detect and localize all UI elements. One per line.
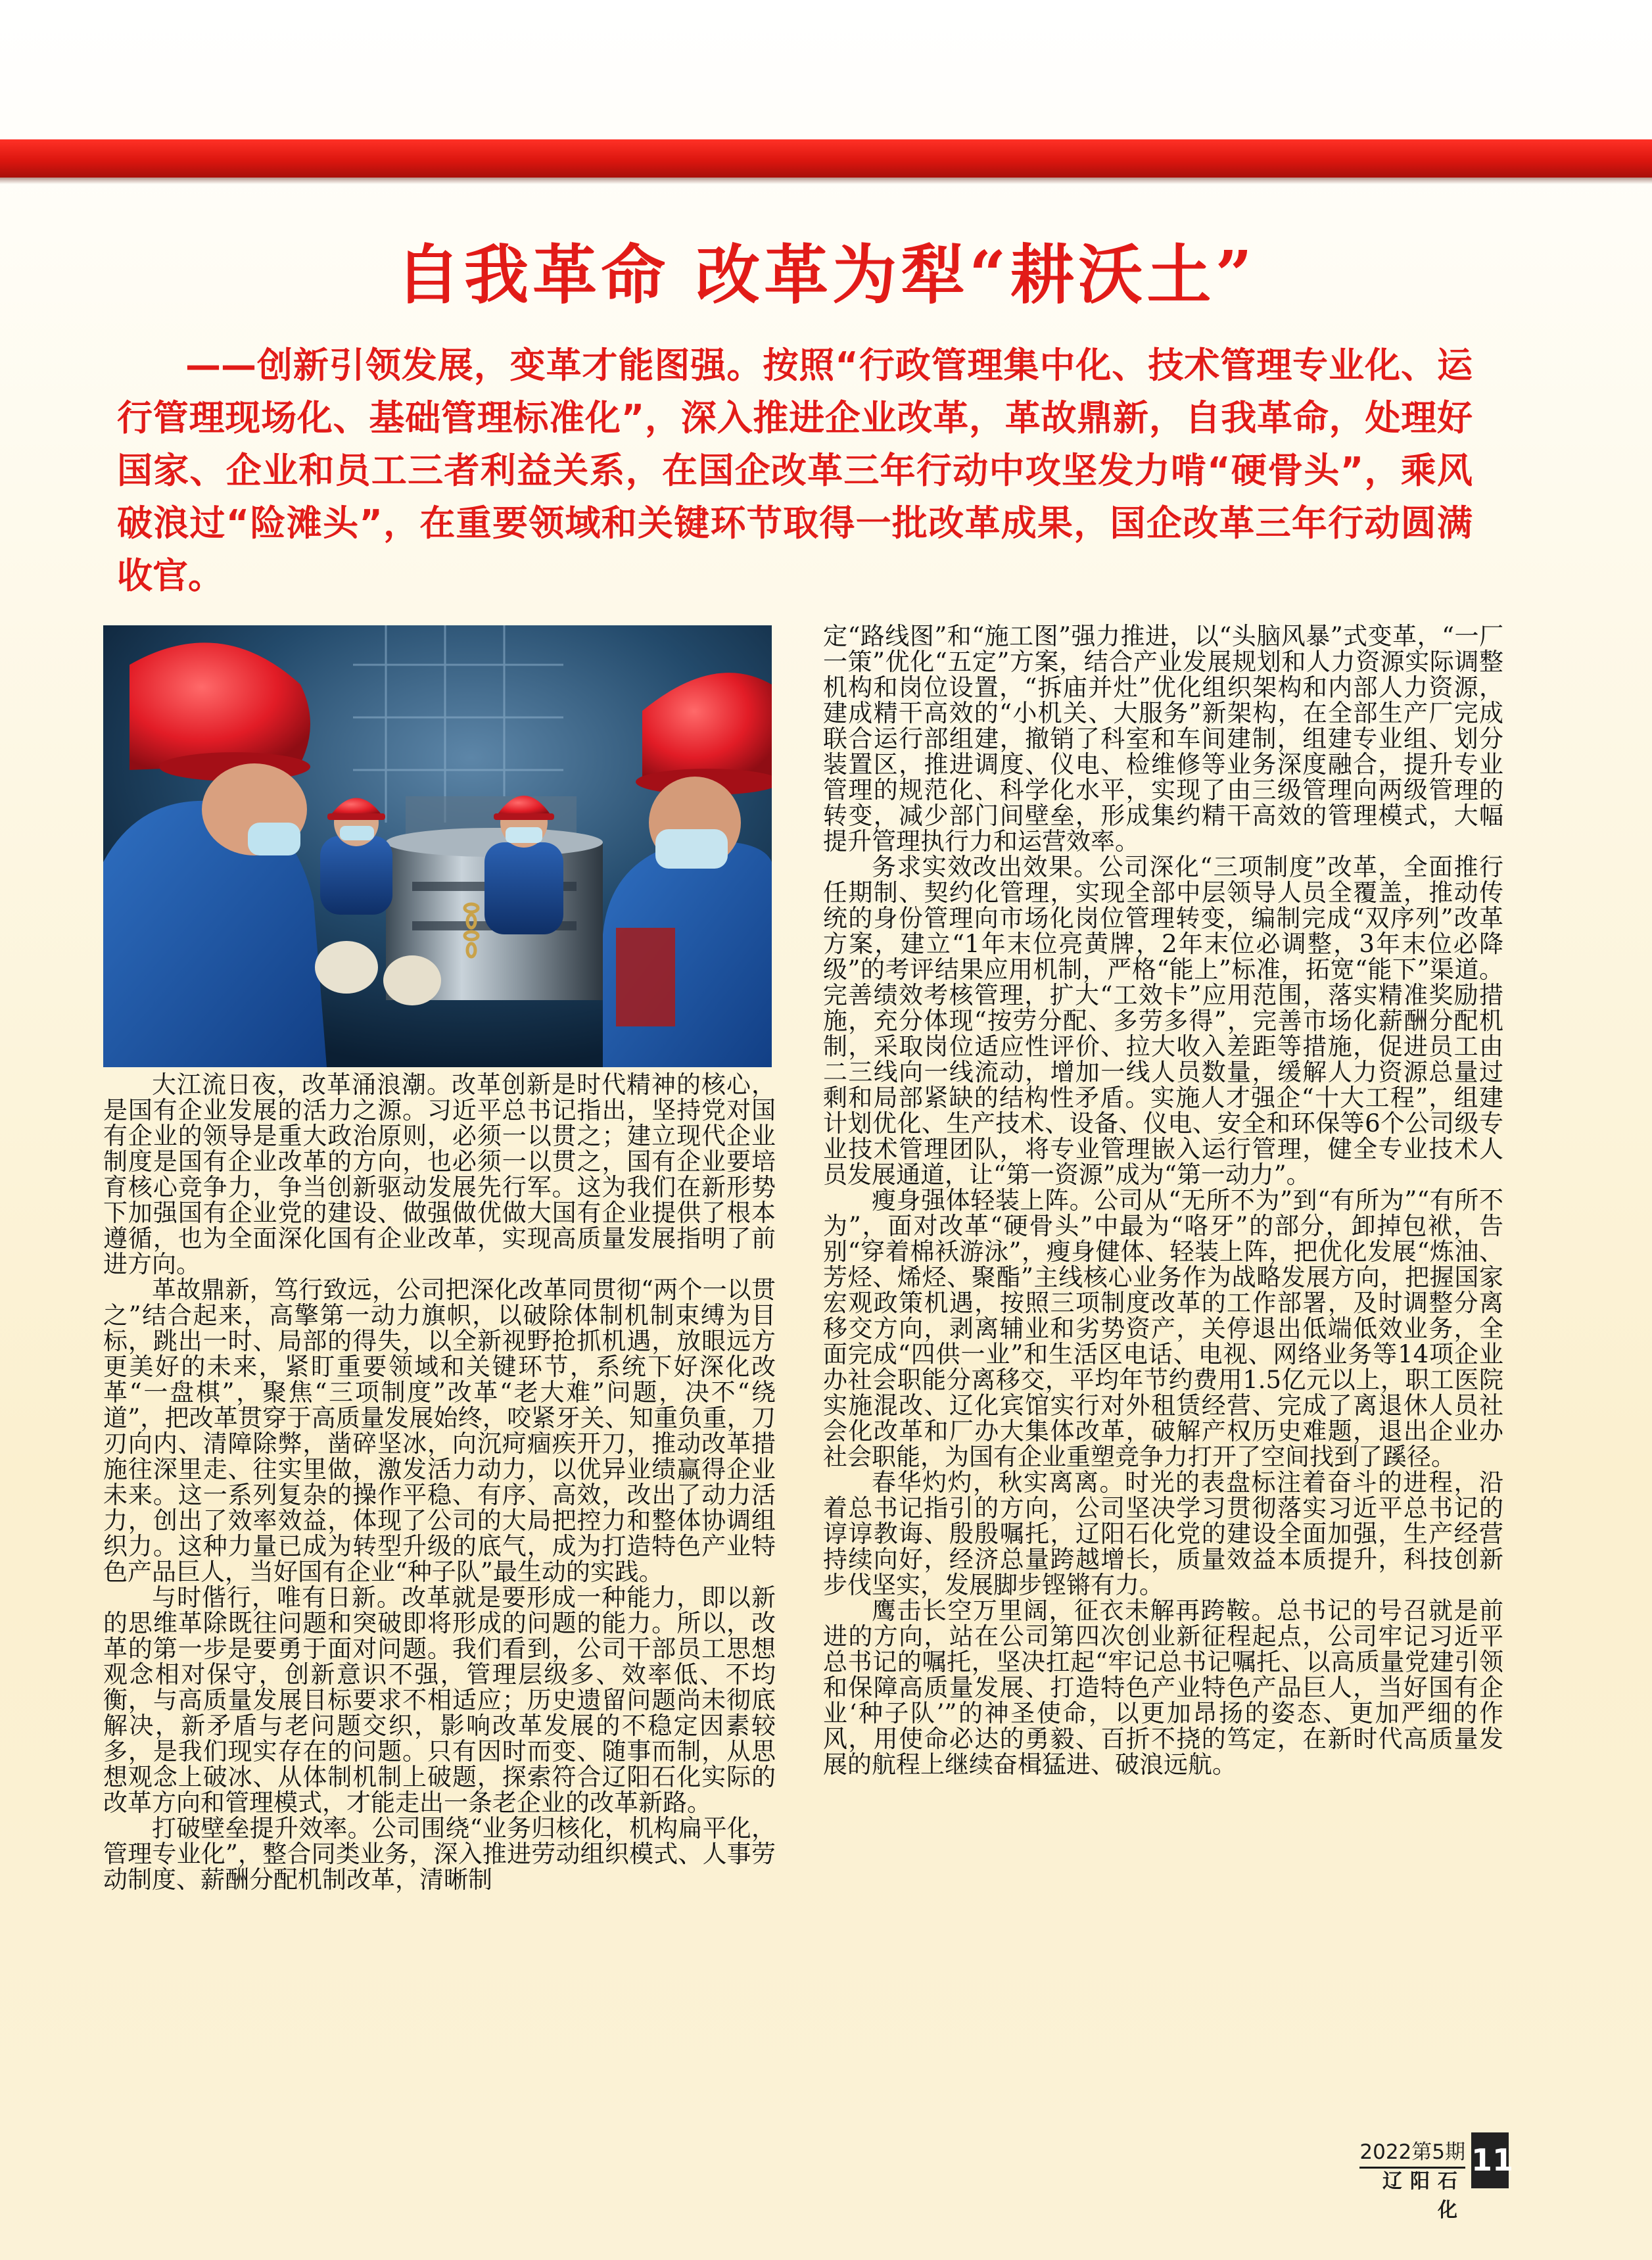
body-paragraph: 革故鼎新，笃行致远，公司把深化改革同贯彻“两个一以贯之”结合起来，高擎第一动力旗帜，以破除体制机制束缚为目标，跳出一时、局部的得失，以全新视野抢抓机遇，放眼远方更美好的未来，紧盯重要领域和关键环节，系统下好深化改革“一盘棋”，聚焦“三项制度”改革“老大难”问题，决不“绕道”，把改革贯穿于高质量发展始终，咬紧牙关、知重负重，刀刃向内、清障除弊，凿碎坚冰，向沉疴痼疾开刀，推动改革措施往深里走、往实里做，激发活力动力，以优异业绩赢得企业未来。这一系列复杂的操作平稳、有序、高效，改出了动力活力，创出了效率效益，体现了公司的大局把控力和整体协调组织力。这种力量已成为转型升级的底气，成为打造特色产业特色产品巨人，当好国有企业“种子队”最生动的实践。 [103, 1276, 776, 1586]
body-paragraph: 务求实效改出效果。公司深化“三项制度”改革，全面推行任期制、契约化管理，实现全部中层领导人员全覆盖，推动传统的身份管理向市场化岗位管理转变，编制完成“双序列”改革方案，建立“1年末位亮黄牌，2年末位必调整，3年末位必降级”的考评结果应用机制，严格“能上”标准，拓宽“能下”渠道。完善绩效考核管理，扩大“工效卡”应用范围，落实精准奖励措施，充分体现“按劳分配、多劳多得”，完善市场化薪酬分配机制，采取岗位适应性评价、拉大收入差距等措施，促进员工由二三线向一线流动，增加一线人员数量，缓解人力资源总量过剩和局部紧缺的结构性矛盾。实施人才强企“十大工程”，组建计划优化、生产技术、设备、仪电、安全和环保等6个公司级专业技术管理团队，将专业管理嵌入运行管理，健全专业技术人员发展通道，让“第一资源”成为“第一动力”。 [823, 853, 1503, 1189]
body-paragraph: 鹰击长空万里阔，征衣未解再跨鞍。总书记的号召就是前进的方向，站在公司第四次创业新征程起点，公司牢记习近平总书记的嘱托，坚决扛起“牢记总书记嘱托、以高质量党建引领和保障高质量发展、打造特色产业特色产品巨人，当好国有企业‘种子队’”的神圣使命，以更加昂扬的姿态、更加严细的作风，用使命必达的勇毅、百折不挠的笃定，在新时代高质量发展的航程上继续奋楫猛进、破浪远航。 [823, 1597, 1503, 1779]
article-lead: ——创新引领发展，变革才能图强。按照“行政管理集中化、技术管理专业化、运行管理现场化、基础管理标准化”，深入推进企业改革，革故鼎新，自我革命，处理好国家、企业和员工三者利益关系，在国企改革三年行动中攻坚发力啃“硬骨头”，乘风破浪过“险滩头”，在重要领域和关键环节取得一批改革成果，国企改革三年行动圆满收官。 [117, 345, 1473, 596]
article-right-column [823, 623, 1503, 1777]
article-left-column [103, 1072, 776, 1892]
article-photo [103, 625, 772, 1067]
header-band-shadow [0, 178, 1652, 184]
body-paragraph: 春华灼灼，秋实离离。时光的表盘标注着奋斗的进程，沿着总书记指引的方向，公司坚决学习贯彻落实习近平总书记的谆谆教诲、殷殷嘱托，辽阳石化党的建设全面加强，生产经营持续向好，经济总量跨越增长，质量效益本质提升，科技创新步伐坚实，发展脚步铿锵有力。 [823, 1468, 1503, 1599]
workers-photo-illustration [103, 625, 772, 1067]
body-paragraph: 打破壁垒提升效率。公司围绕“业务归核化，机构扁平化，管理专业化”，整合同类业务，深入推进劳动组织模式、人事劳动制度、薪酬分配机制改革，清晰制 [103, 1814, 776, 1894]
body-paragraph: 与时偕行，唯有日新。改革就是要形成一种能力，即以新的思维革除既往问题和突破即将形成的问题的能力。所以，改革的第一步是要勇于面对问题。我们看到，公司干部员工思想观念相对保守，创新意识不强，管理层级多、效率低、不均衡，与高质量发展目标要求不相适应；历史遗留问题尚未彻底解决，新矛盾与老问题交织，影响改革发展的不稳定因素较多，是我们现实存在的问题。只有因时而变、随事而制，从思想观念上破冰、从体制机制上破题，探索符合辽阳石化实际的改革方向和管理模式，才能走出一条老企业的改革新路。 [103, 1583, 776, 1817]
page-number: 11 [1471, 2132, 1509, 2188]
header-red-band [0, 139, 1652, 178]
body-paragraph: 大江流日夜，改革涌浪潮。改革创新是时代精神的核心，是国有企业发展的活力之源。习近平总书记指出，坚持党对国有企业的领导是重大政治原则，必须一以贯之；建立现代企业制度是国有企业改革的方向，也必须一以贯之，国有企业要培育核心竞争力，争当创新驱动发展先行军。这为我们在新形势下加强国有企业党的建设、做强做优做大国有企业提供了根本遵循，也为全面深化国有企业改革，实现高质量发展指明了前进方向。 [103, 1070, 776, 1278]
issue-label: 2022第5期 [1359, 2135, 1465, 2169]
body-paragraph-continued: 定“路线图”和“施工图”强力推进，以“头脑风暴”式变革，“一厂一策”优化“五定”方案，结合产业发展规划和人力资源实际调整机构和岗位设置，“拆庙并灶”优化组织架构和内部人力资源，建成精干高效的“小机关、大服务”新架构，在全部生产厂完成联合运行部组建，撤销了科室和车间建制，组建专业组、划分装置区，推进调度、仪电、检维修等业务深度融合，提升专业管理的规范化、科学化水平，实现了由三级管理向两级管理的转变，减少部门间壁垒，形成集约精干高效的管理模式，大幅提升管理执行力和运营效率。 [823, 622, 1503, 855]
article-title: 自我革命 改革为犁“耕沃土” [396, 237, 1256, 313]
magazine-name: 辽阳石化 [1382, 2170, 1465, 2222]
body-paragraph: 瘦身强体轻装上阵。公司从“无所不为”到“有所为”“有所不为”，面对改革“硬骨头”中最为“咯牙”的部分，卸掉包袱，告别“穿着棉袄游泳”，瘦身健体、轻装上阵，把优化发展“炼油、芳烃、烯烃、聚酯”主线核心业务作为战略发展方向，把握国家宏观政策机遇，按照三项制度改革的工作部署，及时调整分离移交方向，剥离辅业和劣势资产，关停退出低端低效业务，全面完成“四供一业”和生活区电话、电视、网络业务等14项企业办社会职能分离移交，平均年节约费用1.5亿元以上，职工医院实施混改、辽化宾馆实行对外租赁经营、完成了离退休人员社会化改革和厂办大集体改革，破解产权历史难题，退出企业办社会职能，为国有企业重塑竞争力打开了空间找到了蹊径。 [823, 1186, 1503, 1471]
